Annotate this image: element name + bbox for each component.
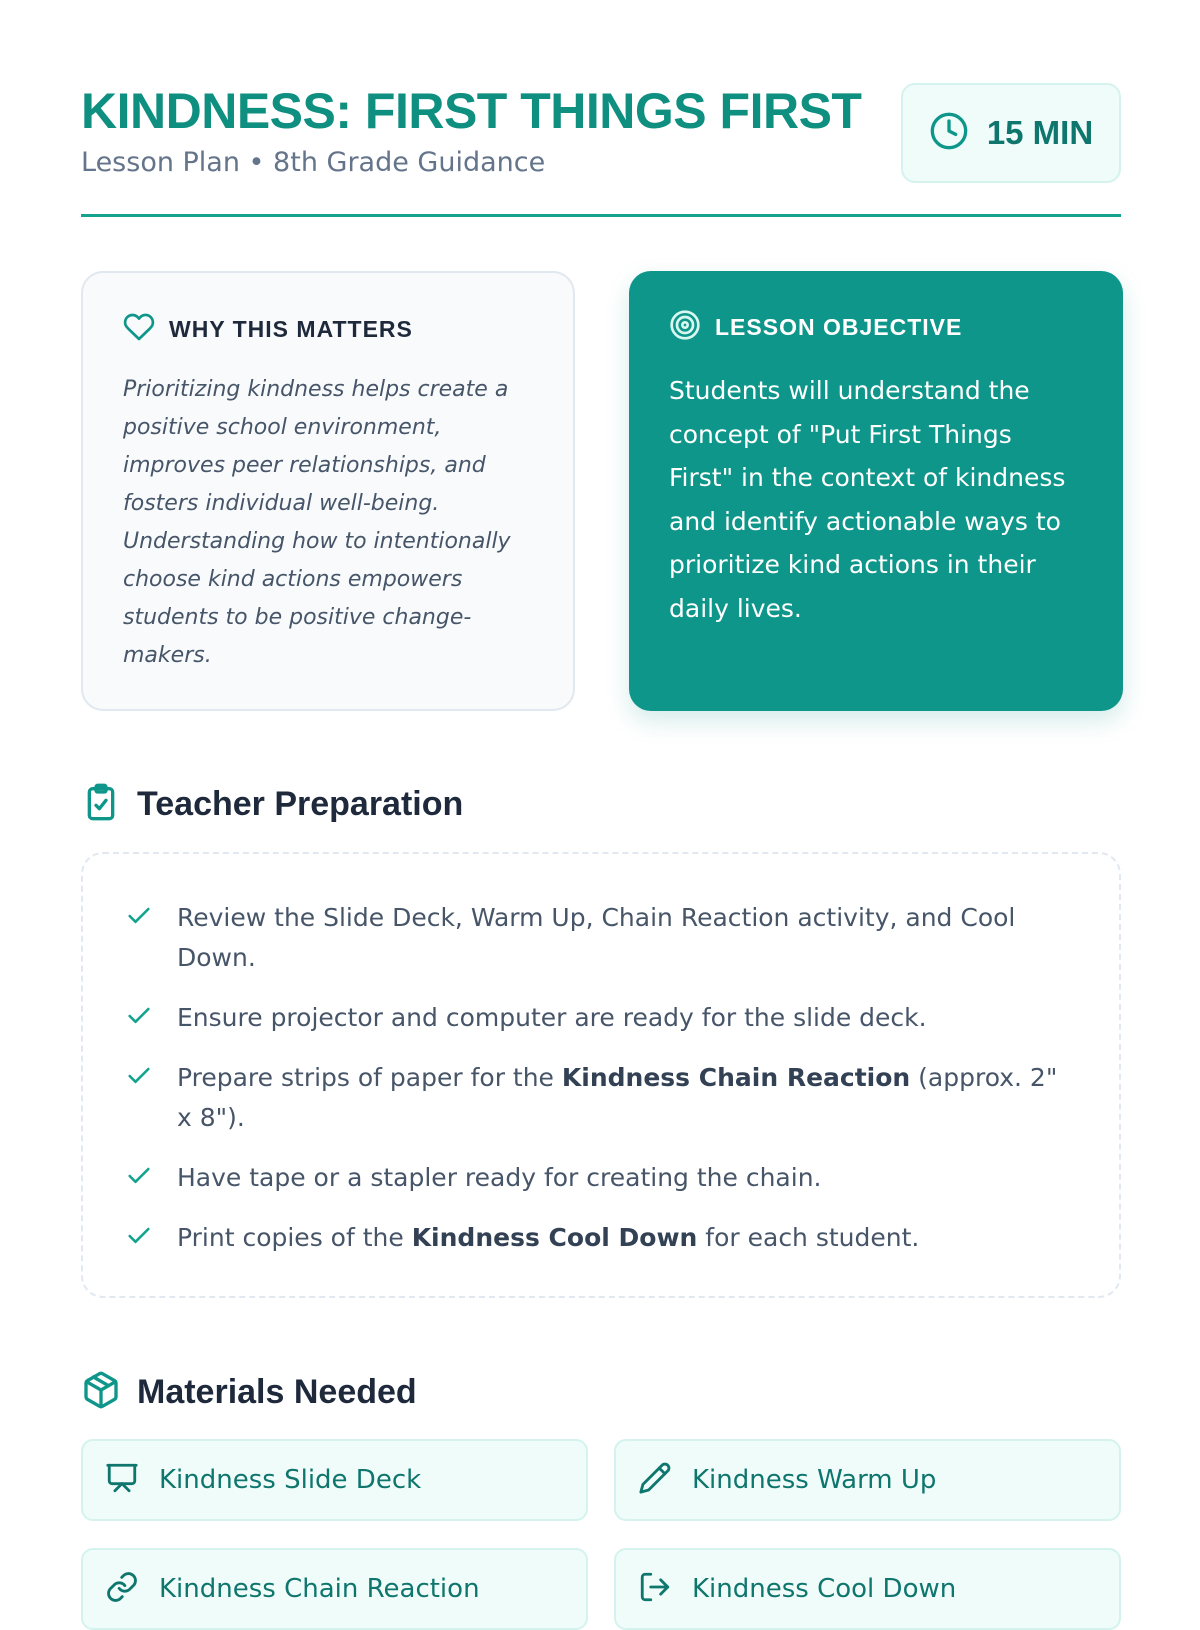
material-label: Kindness Slide Deck (159, 1465, 422, 1495)
material-item-warm-up[interactable] (614, 1439, 1121, 1521)
checklist-text-part: Review the Slide Deck, Warm Up, Chain Reaction activity, and Cool Down. (177, 903, 1016, 972)
checklist-highlight: Kindness Cool Down (411, 1223, 698, 1252)
checklist-item-text (177, 1218, 919, 1258)
lesson-objective-card (629, 271, 1123, 711)
material-label: Kindness Warm Up (692, 1465, 937, 1495)
why-card-label: WHY THIS MATTERS (169, 315, 413, 342)
duration-badge (901, 83, 1121, 183)
checklist-item-text (177, 1058, 1079, 1138)
check-icon (125, 1218, 177, 1254)
checklist-item (125, 1058, 1079, 1138)
material-label: Kindness Chain Reaction (159, 1574, 480, 1604)
lesson-header (81, 80, 1121, 217)
check-icon (125, 998, 177, 1034)
material-item-cool-down[interactable] (614, 1548, 1121, 1630)
objective-card-label: LESSON OBJECTIVE (715, 313, 963, 340)
material-item-slide-deck[interactable] (81, 1439, 588, 1521)
material-item-chain-reaction[interactable] (81, 1548, 588, 1630)
checklist-item-text (177, 1158, 821, 1198)
checklist-text-part: for each student. (697, 1223, 920, 1252)
checklist-text-part: Print copies of the (177, 1223, 412, 1252)
preparation-list (125, 898, 1079, 1258)
check-icon (125, 1158, 177, 1194)
checklist-highlight: Kindness Chain Reaction (561, 1063, 911, 1092)
teacher-preparation-title: Teacher Preparation (137, 784, 464, 823)
clipboard-check-icon (81, 782, 121, 826)
preparation-checklist (81, 852, 1121, 1298)
materials-needed-heading (81, 1370, 417, 1414)
why-this-matters-card (81, 271, 575, 711)
objective-card-body: Students will understand the concept of "Put First Things First" in the context of kindness and identify actionable ways to prioritize kind actions in their daily lives. (669, 376, 1066, 623)
clock-icon (929, 111, 969, 155)
material-label: Kindness Cool Down (692, 1574, 957, 1604)
materials-needed-title: Materials Needed (137, 1372, 417, 1411)
checklist-text-part: Prepare strips of paper for the (177, 1063, 562, 1092)
package-icon (81, 1370, 121, 1414)
page-subtitle: Lesson Plan • 8th Grade Guidance (81, 147, 546, 178)
checklist-item (125, 1158, 1079, 1198)
page-title: KINDNESS: FIRST THINGS FIRST (81, 83, 862, 139)
presentation-icon (105, 1461, 139, 1499)
pencil-icon (638, 1461, 672, 1499)
heart-icon (123, 311, 155, 347)
checklist-item-text (177, 998, 927, 1038)
exit-icon (638, 1570, 672, 1608)
checklist-text-part: (approx. 2" x 8"). (177, 1063, 1058, 1132)
link-icon (105, 1570, 139, 1608)
checklist-item (125, 1218, 1079, 1258)
duration-text: 15 MIN (986, 114, 1094, 151)
why-card-body: Prioritizing kindness helps create a positive school environment, improves peer relationships, and fosters individual well-being. Understanding how to intentionally choose kind actions empowers students to be positive change-makers. (123, 377, 511, 668)
checklist-item-text (177, 898, 1079, 978)
header-divider (81, 214, 1121, 217)
checklist-text-part: Have tape or a stapler ready for creating the chain. (177, 1163, 822, 1192)
checklist-item (125, 998, 1079, 1038)
objective-card-header (669, 309, 1083, 345)
check-icon (125, 898, 177, 934)
checklist-text-part: Ensure projector and computer are ready for the slide deck. (177, 1003, 927, 1032)
why-card-header (123, 311, 533, 347)
check-icon (125, 1058, 177, 1094)
teacher-preparation-heading (81, 782, 463, 826)
target-icon (669, 309, 701, 345)
checklist-item (125, 898, 1079, 978)
